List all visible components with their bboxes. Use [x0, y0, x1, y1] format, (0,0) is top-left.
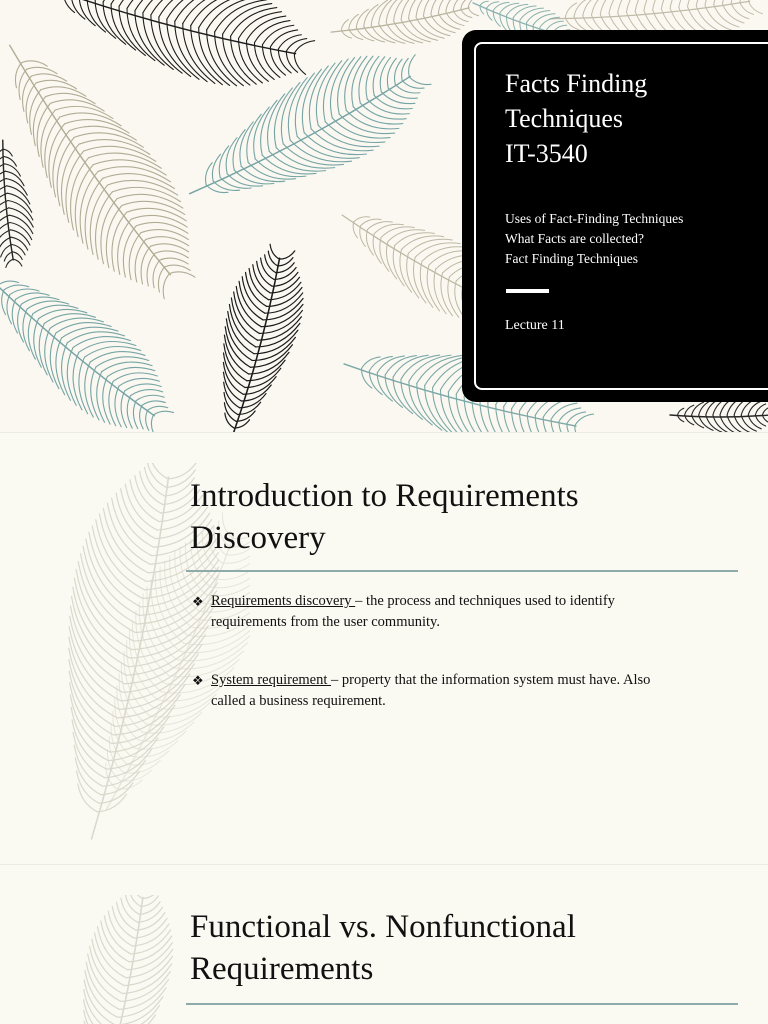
- heading-line-2: Requirements: [190, 951, 374, 987]
- slide-heading: [190, 906, 576, 990]
- bullet-definition: – the process and techniques used to identify: [355, 593, 615, 609]
- intro-slide: [0, 432, 768, 864]
- functional-slide: [0, 864, 768, 1024]
- bullet-term: Requirements discovery: [211, 593, 356, 609]
- heading-line-1: Functional vs. Nonfunctional: [190, 909, 576, 945]
- heading-line-1: Introduction to Requirements: [190, 478, 579, 514]
- subtitle-line-1: Uses of Fact-Finding Techniques: [505, 211, 684, 226]
- title-line-2: Techniques: [505, 104, 624, 133]
- bullet-term: System requirement: [211, 672, 332, 688]
- slide-title: [505, 66, 647, 171]
- title-line-1: Facts Finding: [505, 69, 648, 98]
- slide-subtitle: [505, 209, 683, 269]
- feather-shape: [167, 27, 446, 236]
- feather-shape: [56, 895, 187, 1024]
- bullet-item: [192, 591, 712, 633]
- subtitle-line-3: Fact Finding Techniques: [505, 251, 639, 266]
- title-divider: [506, 289, 549, 293]
- diamond-bullet-icon: ❖: [192, 673, 204, 688]
- subtitle-line-2: What Facts are collected?: [505, 231, 645, 246]
- lecture-label: Lecture 11: [505, 318, 565, 333]
- feather-shape: [0, 138, 37, 268]
- bullet-definition-continued: called a business requirement.: [211, 693, 386, 709]
- bullet-definition-continued: requirements from the user community.: [211, 614, 440, 630]
- feather-shape: [0, 14, 224, 318]
- slide-heading: [190, 475, 579, 559]
- feather-shape: [326, 0, 481, 59]
- feather-shape: [32, 0, 324, 106]
- feather-shape: [195, 238, 317, 432]
- heading-rule: [186, 570, 738, 572]
- title-slide: [0, 0, 768, 432]
- heading-line-2: Discovery: [190, 520, 326, 556]
- bullet-definition: – property that the information system must have. Also: [331, 672, 651, 688]
- title-line-3: IT-3540: [505, 139, 588, 168]
- bullet-item: [192, 670, 712, 712]
- heading-rule: [186, 1003, 738, 1005]
- diamond-bullet-icon: ❖: [192, 594, 204, 609]
